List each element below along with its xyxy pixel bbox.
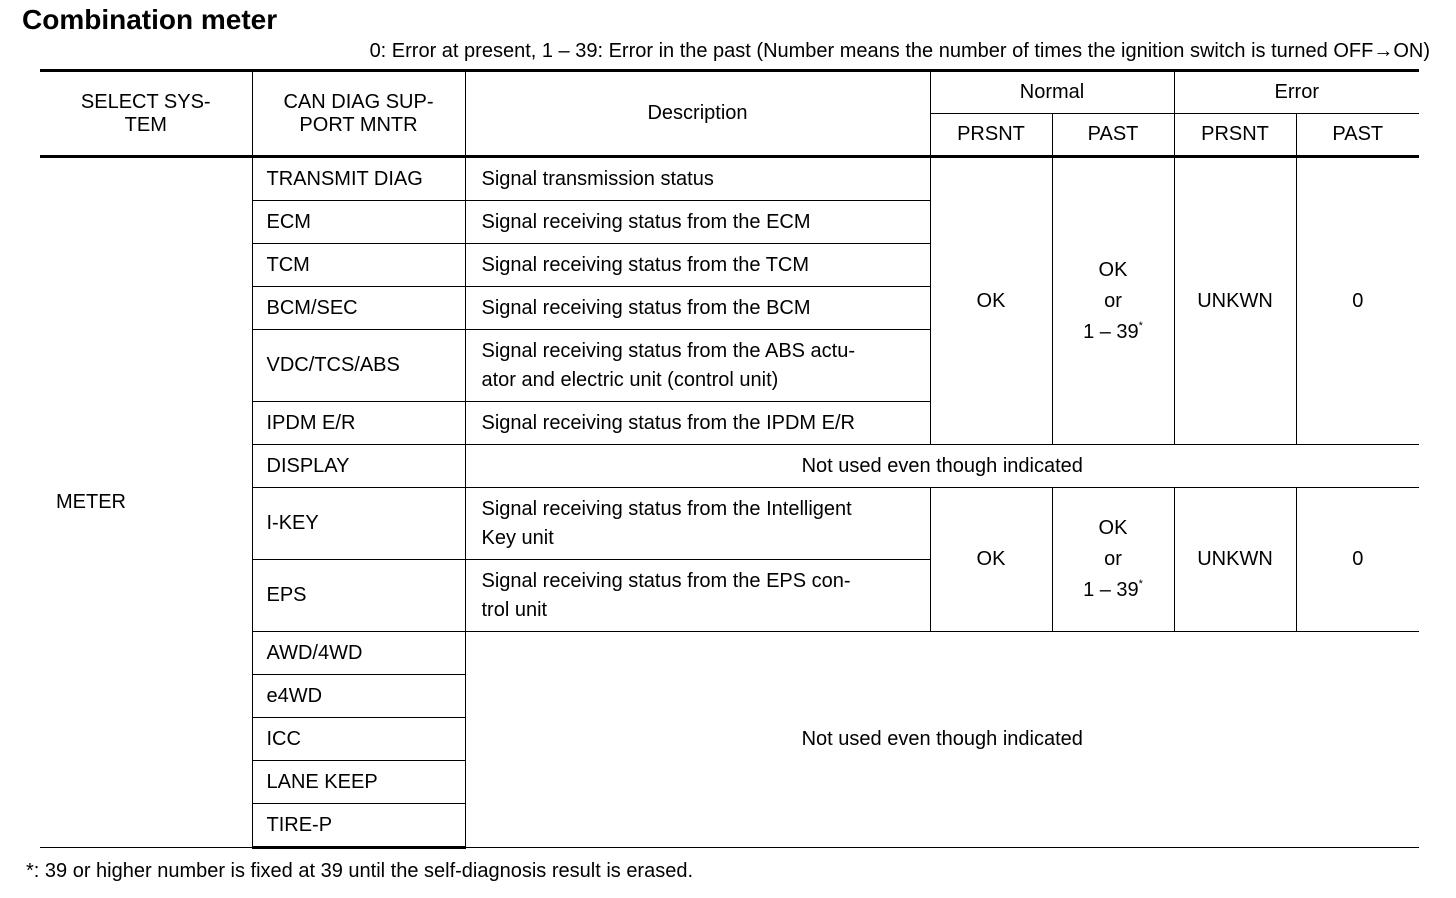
description-cell: Signal receiving status from the IPDM E/R — [465, 402, 930, 445]
error-prsnt-header: PRSNT — [1174, 114, 1296, 157]
normal-past-value: OK or 1 – 39* — [1052, 488, 1174, 632]
footnote-marker: * — [1138, 578, 1143, 590]
monitor-cell: LANE KEEP — [252, 761, 465, 804]
error-prsnt-value: UNKWN — [1174, 488, 1296, 632]
can-diag-table — [40, 69, 1419, 849]
normal-prsnt-header: PRSNT — [930, 114, 1052, 157]
monitor-cell: ICC — [252, 718, 465, 761]
monitor-cell: TRANSMIT DIAG — [252, 157, 465, 201]
not-used-cell: Not used even though indicated — [465, 445, 1419, 488]
normal-header: Normal — [930, 71, 1174, 114]
system-cell: METER — [40, 157, 252, 848]
description-cell: Signal receiving status from the ABS actu- ator and electric unit (control unit) — [465, 330, 930, 402]
monitor-cell: I-KEY — [252, 488, 465, 560]
footnote: *: 39 or higher number is fixed at 39 until the self-diagnosis result is erased. — [26, 860, 694, 882]
monitor-cell: TIRE-P — [252, 804, 465, 848]
monitor-cell: IPDM E/R — [252, 402, 465, 445]
footnote-marker: * — [1138, 319, 1143, 332]
error-past-value: 0 — [1296, 488, 1419, 632]
normal-prsnt-value: OK — [930, 157, 1052, 445]
error-past-value: 0 — [1296, 157, 1419, 445]
description-cell: Signal transmission status — [465, 157, 930, 201]
description-cell: Signal receiving status from the TCM — [465, 244, 930, 287]
legend-note: 0: Error at present, 1 – 39: Error in the past (Number means the number of times the ignition switch is turned OFF→ON) — [369, 40, 1430, 62]
monitor-cell: DISPLAY — [252, 445, 465, 488]
header-row — [40, 71, 1419, 114]
normal-past-value: OK or 1 – 39* — [1052, 157, 1174, 445]
select-system-header: SELECT SYS- TEM — [40, 71, 252, 157]
monitor-cell: ECM — [252, 201, 465, 244]
table-row — [40, 157, 1419, 201]
monitor-cell: TCM — [252, 244, 465, 287]
monitor-cell: e4WD — [252, 675, 465, 718]
description-cell: Signal receiving status from the EPS con- trol unit — [465, 560, 930, 632]
description-cell: Signal receiving status from the Intelligent Key unit — [465, 488, 930, 560]
description-header: Description — [465, 71, 930, 157]
description-cell: Signal receiving status from the ECM — [465, 201, 930, 244]
monitor-cell: AWD/4WD — [252, 632, 465, 675]
monitor-cell: BCM/SEC — [252, 287, 465, 330]
error-past-header: PAST — [1296, 114, 1419, 157]
description-cell: Signal receiving status from the BCM — [465, 287, 930, 330]
normal-past-header: PAST — [1052, 114, 1174, 157]
monitor-cell: EPS — [252, 560, 465, 632]
page-title: Combination meter — [22, 4, 278, 35]
monitor-cell: VDC/TCS/ABS — [252, 330, 465, 402]
error-header: Error — [1174, 71, 1419, 114]
can-diag-header: CAN DIAG SUP- PORT MNTR — [252, 71, 465, 157]
normal-prsnt-value: OK — [930, 488, 1052, 632]
not-used-cell: Not used even though indicated — [465, 632, 1419, 848]
error-prsnt-value: UNKWN — [1174, 157, 1296, 445]
